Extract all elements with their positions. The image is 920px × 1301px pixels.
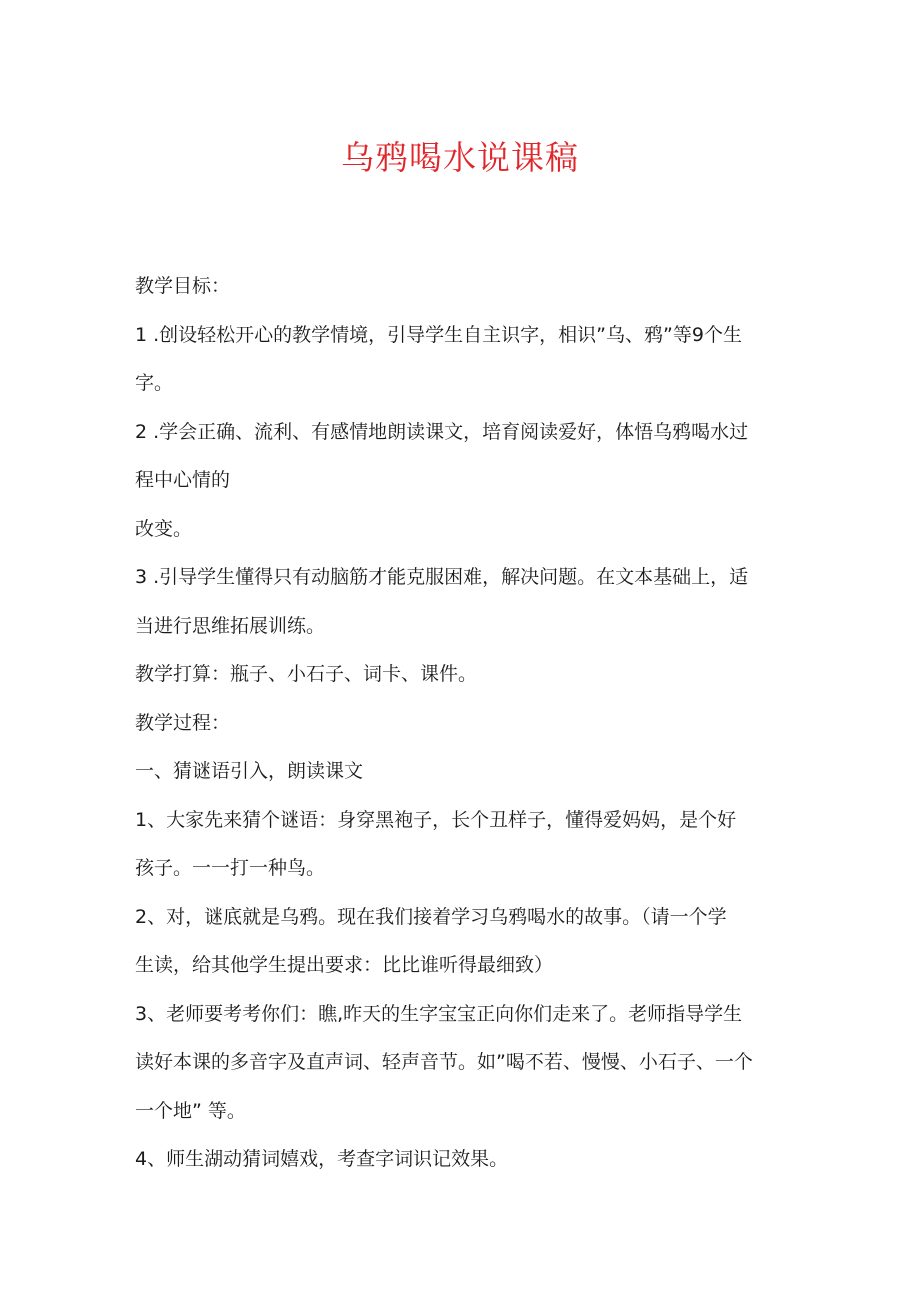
body-line: 2 .学会正确、流利、有感情地朗读课文，培育阅读爱好，体悟乌鸦喝水过	[135, 420, 749, 443]
document-title: 乌鸦喝水说课稿	[341, 138, 579, 177]
body-line: 2、对，谜底就是乌鸦。现在我们接着学习乌鸦喝水的故事。（请一个学	[135, 905, 727, 928]
body-line: 4、师生湖动猜词嬉戏，考查字词识记效果。	[135, 1148, 509, 1170]
body-line: 1 .创设轻松开心的教学情境，引导学生自主识字，相识”乌、鸦”等9个生	[135, 323, 742, 346]
body-line: 教学过程：	[135, 711, 231, 734]
body-line: 改变。	[135, 517, 193, 540]
body-line: 生读，给其他学生提出要求：比比谁听得最细致）	[135, 954, 554, 976]
body-line: 3 .引导学生懂得只有动脑筋才能克服困难，解决问题。在文本基础上，适	[135, 566, 749, 588]
body-line: 程中心情的	[135, 469, 231, 491]
body-line: 教学目标：	[135, 275, 231, 297]
body-line: 3、老师要考考你们：瞧,昨天的生字宝宝正向你们走来了。老师指导学生	[135, 1002, 743, 1025]
document-body	[135, 262, 795, 1184]
body-line: 孩子。一一打一种鸟。	[135, 857, 326, 879]
body-line: 读好本课的多音字及直声词、轻声音节。如”喝不若、慢慢、小石子、一个	[135, 1051, 753, 1073]
body-line: 教学打算：瓶子、小石子、词卡、课件。	[135, 663, 478, 685]
body-line: 1、大家先来猜个谜语：身穿黑袍子，长个丑样子，懂得爱妈妈，是个好	[135, 808, 737, 831]
body-line: 当进行思维拓展训练。	[135, 614, 326, 637]
body-line: 一个地” 等。	[135, 1099, 246, 1122]
body-line: 一、猜谜语引入，朗读课文	[135, 760, 364, 782]
body-line: 字。	[135, 372, 174, 394]
